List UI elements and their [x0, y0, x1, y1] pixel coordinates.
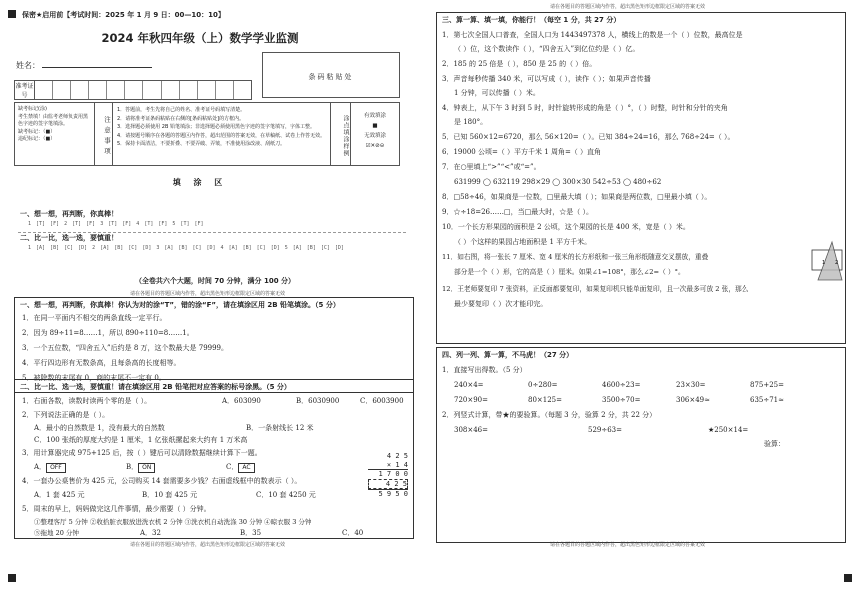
- mental-math-row: 240×4= 0÷280= 4600÷23= 23×30= 875+25=: [454, 381, 784, 389]
- registration-mark: [8, 10, 16, 18]
- option: C．6003900: [360, 397, 404, 405]
- overlap-figure: [808, 240, 846, 284]
- option: C．10 套 4250 元: [256, 491, 316, 499]
- option: B．一条射线长 12 米: [246, 424, 314, 432]
- part4-title: 四、列一列、算一算，不马虎！（27 分）: [442, 351, 574, 359]
- question: 1．在同一平面内不相交的两条直线一定平行。: [22, 314, 167, 322]
- right-page: [430, 0, 860, 608]
- ac-key-icon: AC: [238, 463, 254, 473]
- notes-list: 1．答题前，考生先将自己的姓名、准考证号码填写清楚。 2．请将准考证条码粘贴在右侧的[条码粘贴处]的方框内。 3．选择题必须使用 2B 铅笔填涂；非选择题必须使用黑色字迹的签字笔填写，字体工整。 4．请按题号顺序在各题的答题区内作答，超出范围的答案无效，在草稿纸、试卷上作答无效。 5．保持卡面清洁，不要折叠、不要弄破、弄皱，不准使用涂改液、刮纸刀。: [113, 103, 331, 165]
- question: （ ）个这样的果园占地面积是 1 平方千米。: [454, 238, 592, 246]
- written-calc: 308×46=: [454, 426, 488, 434]
- question: 4．一套办公桌售价为 425 元，公司购买 14 套需要多少钱？右面虚线框中的数表示（ ）。: [22, 477, 302, 485]
- option: B．6030900: [296, 397, 340, 405]
- check-label: 验算：: [764, 440, 785, 448]
- bubble-row[interactable]: 1 [A] [B] [C] [D] 2 [A] [B] [C] [D] 3 [A] [B] [C] [D] 4 [A] [B] [C] [D] 5 [A] [B] [C] [D]: [28, 245, 344, 251]
- comparison-row: 631999 ◯ 632119 298×29 ◯ 300×30 542÷53 ◯ 480÷62: [454, 178, 662, 186]
- task-list: ⑤拖地 20 分钟: [34, 529, 79, 537]
- vertical-multiplication: 4 2 5 × 1 4 1 7 0 0 4 2 5 5 9 5 0: [368, 452, 408, 499]
- question: 9．☆÷18=26……□，当□最大时，☆是（ ）。: [442, 208, 593, 216]
- option: B．10 套 425 元: [142, 491, 198, 499]
- area-notice: 请在各题目的答题区域内作答，超出黑色矩形边框限定区域的答案无效: [130, 542, 286, 548]
- written-calc: 529÷63=: [588, 426, 622, 434]
- registration-mark: [8, 574, 16, 582]
- fill-example: 有效填涂 ■ 无效填涂 ☑✕⊘⊝: [363, 113, 386, 149]
- task-list: ①整理客厅 5 分钟 ②收拾脏衣服放进洗衣机 2 分钟 ③洗衣机自动洗涤 30 分钟 ④晾衣服 3 分钟: [34, 518, 312, 526]
- question: 1．第七次全国人口普查，全国人口为 1443497378 人，横线上的数是一个（ ）位数，最高位是: [442, 31, 743, 39]
- option: B． ON: [126, 462, 155, 473]
- area-notice: 请在各题目的答题区域内作答，超出黑色矩形边框限定区域的答案无效: [130, 291, 286, 297]
- question: 3．用计算器完成 975+125 后，按（ ）键后可以清除数据继续计算下一题。: [22, 449, 262, 457]
- page-title: 2024 年秋四年级（上）数学学业监测: [101, 31, 299, 45]
- question: 2．列竖式计算，带★的要验算。（每题 3 分，验算 2 分，共 22 分）: [442, 411, 657, 419]
- notes-title: 注意事项: [95, 103, 113, 165]
- question: 2．下列说法正确的是（ ）。: [22, 411, 110, 419]
- option: A．1 套 425 元: [34, 491, 85, 499]
- question: 2．因为 89÷11=8……1，所以 890÷110=8……1。: [22, 329, 194, 337]
- question: 12．王老师要复印 7 张资料，正反面都要复印，如果复印机只能单面复印，且一次最多可放 2 张，那么: [442, 285, 749, 293]
- question: 1 分钟，可以传播（ ）米。: [454, 89, 540, 97]
- name-field[interactable]: [16, 60, 152, 71]
- absence-mark-panel: 缺考标记(涂) 考生禁填！由监考老师负责用黑色字迹的签字笔填涂。 缺考标记：（■） 违纪标记：（■）: [15, 103, 95, 165]
- off-key-icon: OFF: [46, 463, 66, 473]
- bubble-row[interactable]: 1 [T] [F] 2 [T] [F] 3 [T] [F] 4 [T] [F] 5 [T] [F]: [28, 221, 204, 227]
- notes-panel: [14, 102, 400, 166]
- bubble-section-title: 一、想一想，再判断，你真棒！: [20, 210, 118, 218]
- bubble-section-title: 二、比一比，选一选，要慎重！: [20, 234, 118, 242]
- registration-mark: [844, 574, 852, 582]
- question: 5．被除数的末尾有 0，商的末尾不一定有 0。: [22, 374, 166, 382]
- question: 部分是一个（ ）形，它的高是（ ）厘米。如果∠1=108°，那么∠2=（ ）°。: [454, 268, 685, 276]
- angle-2-label: 2: [835, 260, 839, 266]
- barcode-area: 条码粘贴处: [262, 52, 400, 98]
- option: C．40: [342, 529, 364, 537]
- question: 最少要复印（ ）次才能印完。: [454, 300, 548, 308]
- written-calc: ★250×14=: [708, 426, 749, 434]
- question: 5．周末的早上，妈妈做完这几件事情，最少需要（ ）分钟。: [22, 505, 211, 513]
- exam-summary: （全卷共六个大题，时间 70 分钟，满分 100 分）: [134, 277, 296, 285]
- exam-header: 保密★启用前【考试时间：2025 年 1 月 9 日：00—10：10】: [22, 11, 225, 19]
- question: 11．如右图，将一张长 7 厘米、宽 4 厘米的长方形纸和一张三角形纸随意交叉摆放，重叠: [442, 253, 709, 261]
- question: 是 180°。: [454, 118, 488, 126]
- area-notice: 请在各题目的答题区域内作答，超出黑色矩形边框限定区域的答案无效: [550, 542, 706, 548]
- part2-title: 二、比一比、选一选，要慎重！请在填涂区用 2B 铅笔把对应答案的标号涂黑。（5 分）: [20, 383, 291, 391]
- fill-example-title: 涂点填涂样例: [331, 103, 351, 165]
- question: 4．钟表上，从下午 3 时到 5 时，时针旋转形成的角是（ ）°，（ ）时整，时针和分针的夹角: [442, 104, 728, 112]
- option: A．32: [140, 529, 161, 537]
- question: 10．一个长方形果园的面积是 2 公顷，这个果园的长是 400 米，宽是（ ）米。: [442, 223, 690, 231]
- angle-1-label: 1: [822, 260, 826, 266]
- candidate-number-grid[interactable]: [14, 80, 252, 100]
- question: 1．右面各数，读数时读两个零的是（ ）。: [22, 397, 152, 405]
- question: 8．□58÷46，如果商是一位数，□里最大填（ ）；如果商是两位数，□里最小填（ ）。: [442, 193, 712, 201]
- question: 1．直接写出得数。（5 分）: [442, 366, 527, 374]
- part3-title: 三、算一算、填一填，你能行！（每空 1 分，共 27 分）: [442, 16, 621, 24]
- fill-area-title: 填 涂 区: [172, 178, 228, 187]
- question: 4．平行四边形有无数条高，且每条高的长度相等。: [22, 359, 181, 367]
- name-label: 姓名：: [16, 61, 40, 70]
- option: A． OFF: [34, 462, 66, 473]
- on-key-icon: ON: [138, 463, 155, 473]
- question: 7．在○里填上“>”“<”或“=”。: [442, 163, 541, 171]
- question: 5．已知 560×12=6720，那么 56×120=（ ）。已知 384÷24=16，那么 768÷24=（ ）。: [442, 133, 735, 141]
- option: A．603090: [222, 397, 261, 405]
- option: A．最小的自然数是 1，没有最大的自然数: [34, 424, 165, 432]
- area-notice: 请在各题目的答题区域内作答，超出黑色矩形边框限定区域的答案无效: [550, 4, 706, 10]
- option: C．100 张纸的厚度大约是 1 厘米，1 亿张纸摞起来大约有 1 万米高: [34, 436, 248, 444]
- candidate-number-label: 准考证号: [15, 83, 34, 99]
- question: 2．185 的 25 倍是（ ），850 是 25 的（ ）倍。: [442, 60, 597, 68]
- question: 6．19000 公顷=（ ）平方千米 1 周角=（ ）直角: [442, 148, 602, 156]
- option: B．35: [240, 529, 262, 537]
- mental-math-row: 720×90= 80×125= 3500÷70= 306×49≈ 635÷71≈: [454, 396, 784, 404]
- question: 3．声音每秒传播 340 米，可以写成（ ），读作（ ）；如果声音传播: [442, 75, 651, 83]
- part1-title: 一、想一想，再判断，你真棒！你认为对的涂“T”，错的涂“F”，请在填涂区用 2B 铅笔填涂。（5 分）: [20, 301, 340, 309]
- question: 3．一个五位数，“四舍五入”后约是 8 万，这个数最大是 79999。: [22, 344, 229, 352]
- question: （ ）位，这个数读作（ ），“四舍五入”到亿位约是（ ）亿。: [454, 45, 640, 53]
- option: C． AC: [226, 462, 255, 473]
